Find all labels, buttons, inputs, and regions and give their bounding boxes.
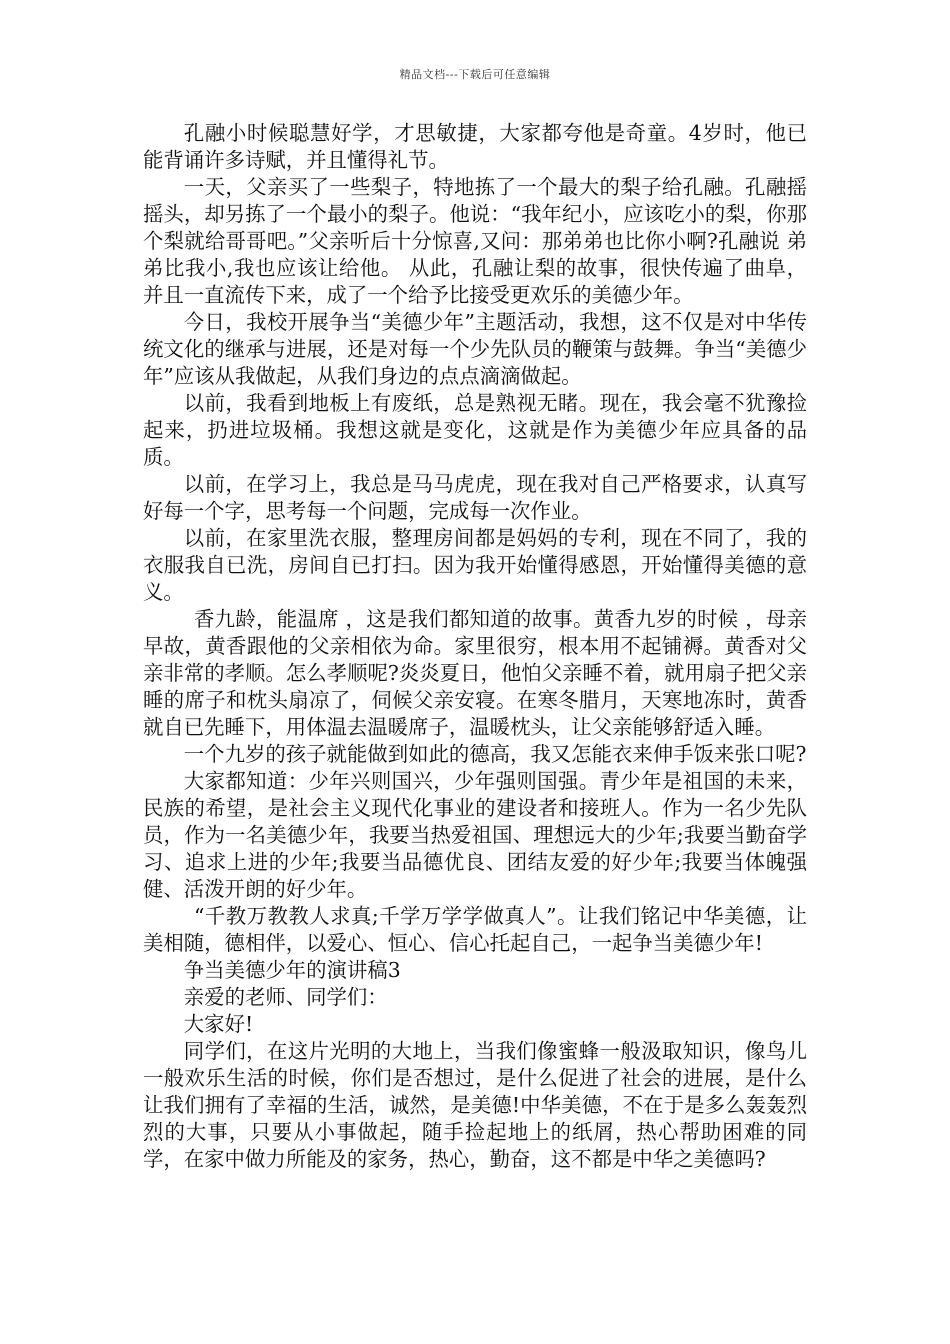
paragraph-3: 今日，我校开展争当“美德少年”主题活动，我想，这不仅是对中华传统文化的继承与进展，还是对每一个少先队员的鞭策与鼓舞。争当“美德少年”应该从我做起，从我们身边的点点滴滴做起。 [143, 310, 807, 388]
paragraph-5: 以前，在学习上，我总是马马虎虎，现在我对自己严格要求，认真写好每一个字，思考每一个问题，完成每一次作业。 [143, 472, 807, 523]
paragraph-9: 大家都知道：少年兴则国兴，少年强则国强。青少年是祖国的未来，民族的希望，是社会主义现代化事业的建设者和接班人。作为一名少先队员，作为一名美德少年，我要当热爱祖国、理想远大的少年;我要当勤奋学习、追求上进的少年;我要当品德优良、团结友爱的好少年;我要当体魄强健、活泼开朗的好少年。 [143, 769, 807, 901]
document-body [143, 120, 807, 1173]
paragraph-6: 以前，在家里洗衣服，整理房间都是妈妈的专利，现在不同了，我的衣服我自已洗，房间自已打扫。因为我开始懂得感恩，开始懂得美德的意义。 [143, 526, 807, 604]
paragraph-10: “千教万教教人求真;千学万学学做真人”。让我们铭记中华美德，让美相随，德相伴，以爱心、恒心、信心托起自己，一起争当美德少年! [143, 904, 807, 955]
paragraph-4: 以前，我看到地板上有废纸，总是熟视无睹。现在，我会毫不犹豫捡起来，扔进垃圾桶。我想这就是变化，这就是作为美德少年应具备的品质。 [143, 391, 807, 469]
salutation: 亲爱的老师、同学们： [183, 985, 388, 1009]
paragraph-2: 一天，父亲买了一些梨子，特地拣了一个最大的梨子给孔融。孔融摇摇头，却另拣了一个最小的梨子。他说：“我年纪小，应该吃小的梨，你那个梨就给哥哥吧。”父亲听后十分惊喜,又问：那弟弟也比你小啊?孔融说 弟弟比我小,我也应该让给他。 从此，孔融让梨的故事，很快传遍了曲阜，并且一直流传下来，成了一个给予比接受更欢乐的美德少年。 [143, 175, 807, 307]
paragraph-7: 香九龄，能温席 ，这是我们都知道的故事。黄香九岁的时候 ，母亲早故，黄香跟他的父亲相依为命。家里很穷，根本用不起铺褥。黄香对父亲非常的孝顺。怎么孝顺呢?炎炎夏日，他怕父亲睡不着，就用扇子把父亲睡的席子和枕头扇凉了，伺候父亲安寝。在寒冬腊月，天寒地冻时，黄香就自已先睡下，用体温去温暖席子，温暖枕头，让父亲能够舒适入睡。 [143, 607, 807, 739]
section-title: 争当美德少年的演讲稿3 [183, 958, 401, 982]
paragraph-14: 同学们，在这片光明的大地上，当我们像蜜蜂一般汲取知识，像鸟儿一般欢乐生活的时候，你们是否想过，是什么促进了社会的进展，是什么让我们拥有了幸福的生活，诚然，是美德!中华美德，不在于是多么轰轰烈烈的大事，只要从小事做起，随手捡起地上的纸屑，热心帮助困难的同学，在家中做力所能及的家务，热心，勤奋，这不都是中华之美德吗? [143, 1039, 807, 1171]
page-header: 精品文档---下载后可任意编辑 [399, 68, 551, 81]
greeting: 大家好! [183, 1012, 254, 1036]
paragraph-8: 一个九岁的孩子就能做到如此的德高，我又怎能衣来伸手饭来张口呢? [183, 742, 807, 766]
paragraph-1: 孔融小时候聪慧好学，才思敏捷，大家都夸他是奇童。4岁时，他已能背诵许多诗赋，并且懂得礼节。 [143, 121, 807, 172]
